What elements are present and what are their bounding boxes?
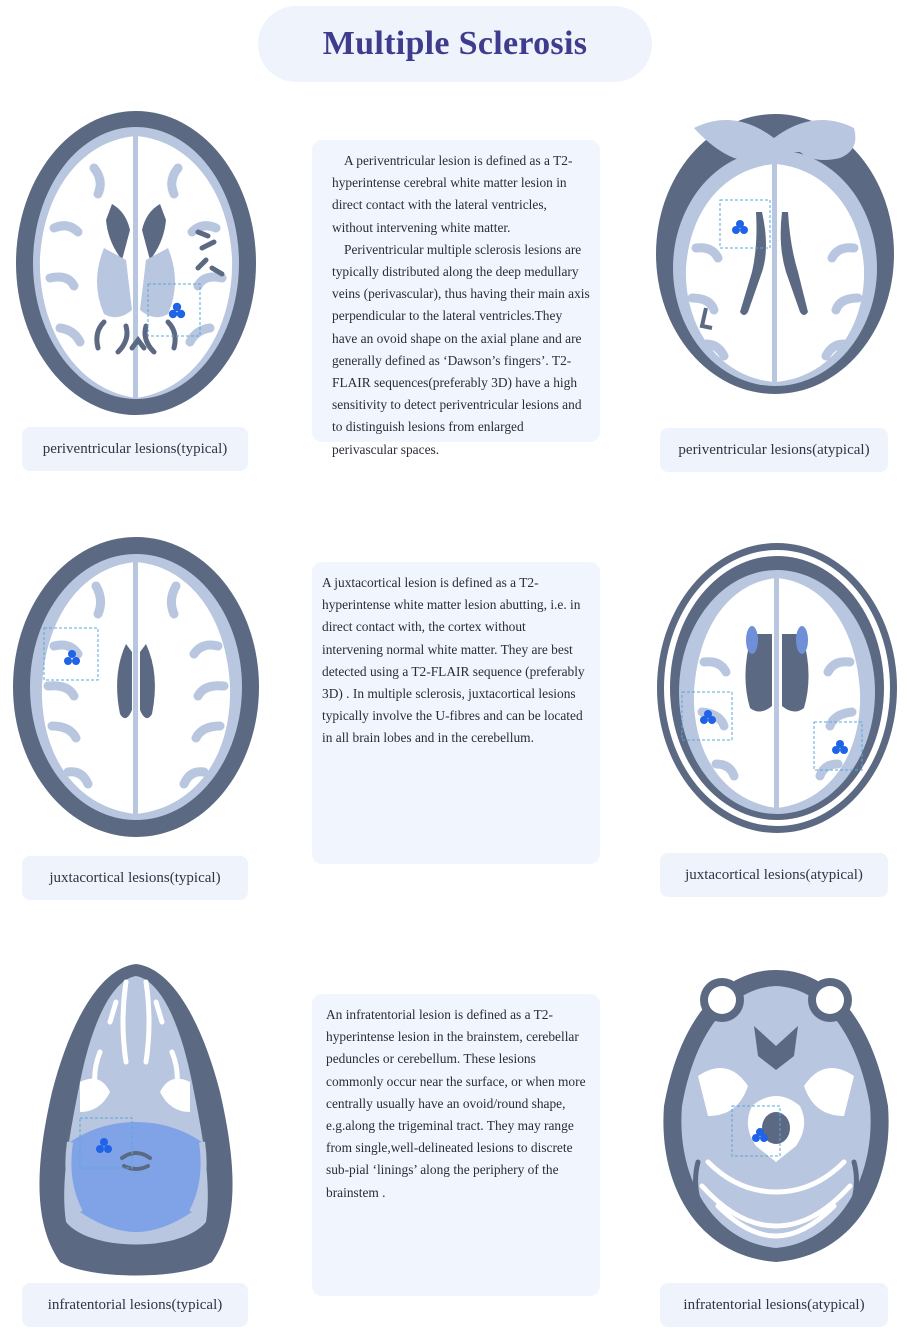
- label-infratentorial-typical: [22, 1283, 248, 1327]
- brain-periventricular-atypical: [654, 108, 896, 396]
- label-periventricular-atypical-text: periventricular lesions(atypical): [678, 441, 870, 458]
- periventricular-description-p2: Periventricular multiple sclerosis lesions are typically distributed along the deep medullary veins (perivascular), thus having their main axis perpendicular to the lateral ventricles.They have an ovoid shape on the axial plane and are generally defined as ‘Dawson’s fingers’. T2-FLAIR sequences(preferably 3D) have a high sensitivity to detect periventricular lesions and to distinguish lesions from enlarged perivascular spaces.: [332, 241, 590, 457]
- periventricular-description-panel: [312, 140, 600, 457]
- label-juxtacortical-typical: [22, 856, 248, 900]
- juxtacortical-description-p1: A juxtacortical lesion is defined as a T2-hyperintense white matter lesion abutting, i.e. in direct contact with, the cortex without intervening normal white matter. They are best detected using a T2-FLAIR sequence (preferably 3D) . In multiple sclerosis, juxtacortical lesions typically involve the U-fibres and can be located in all brain lobes and in the cerebellum.: [322, 575, 585, 746]
- page-title: Multiple Sclerosis: [322, 25, 588, 62]
- label-juxtacortical-typical-text: juxtacortical lesions(typical): [49, 869, 221, 886]
- brain-juxtacortical-typical: [12, 536, 260, 838]
- periventricular-description-p1: A periventricular lesion is defined as a T2-hyperintense cerebral white matter lesion in direct contact with the lateral ventricles, without intervening white matter.: [332, 153, 573, 235]
- juxtacortical-description-panel: [312, 562, 600, 864]
- label-infratentorial-atypical-text: infratentorial lesions(atypical): [683, 1296, 865, 1313]
- label-infratentorial-typical-text: infratentorial lesions(typical): [47, 1296, 223, 1313]
- label-periventricular-atypical: [660, 428, 888, 472]
- brain-infratentorial-atypical: [658, 966, 894, 1264]
- brain-infratentorial-typical: [30, 962, 242, 1280]
- brain-juxtacortical-atypical: [656, 542, 898, 834]
- label-periventricular-typical-text: periventricular lesions(typical): [42, 440, 228, 457]
- label-juxtacortical-atypical-text: juxtacortical lesions(atypical): [685, 866, 863, 883]
- label-infratentorial-atypical: [660, 1283, 888, 1327]
- label-juxtacortical-atypical: [660, 853, 888, 897]
- infratentorial-description-p1: An infratentorial lesion is defined as a T2-hyperintense lesion in the brainstem, cerebellar peduncles or cerebellum. These lesions commonly occur near the surface, or when more centrally usually have an ovoid/round shape, e.g.along the trigeminal tract. They may range from single,well-delineated lesions to discrete sub-pial ‘linings’ along the periphery of the brainstem .: [326, 1007, 586, 1200]
- infratentorial-description-panel: [312, 994, 600, 1296]
- label-periventricular-typical: [22, 427, 248, 471]
- title-banner: [258, 6, 652, 82]
- brain-periventricular-typical: [14, 108, 258, 418]
